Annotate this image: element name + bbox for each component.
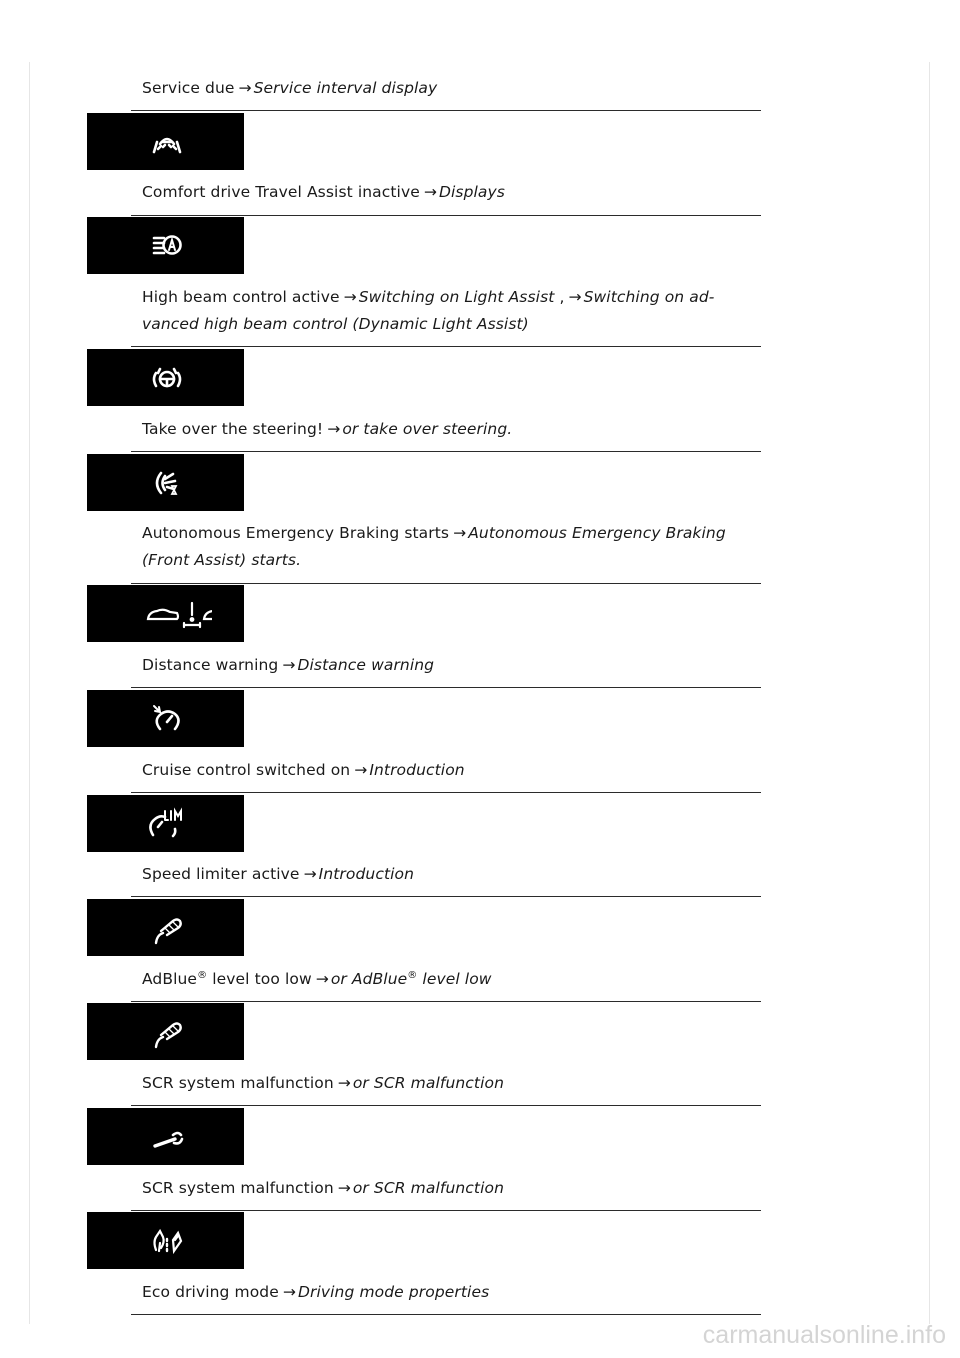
divider [131, 215, 761, 216]
divider [131, 583, 761, 584]
wrench-icon [87, 1108, 244, 1165]
cross-reference-link[interactable]: Autonomous Emergency Braking [468, 524, 726, 542]
entry-text: Service due [142, 79, 235, 97]
divider [131, 346, 761, 347]
entry-text: Comfort drive Travel Assist inactive [142, 183, 420, 201]
divider [131, 110, 761, 111]
entry-text: Cruise control switched on [142, 761, 351, 779]
divider [131, 1314, 761, 1315]
left-margin-line [29, 62, 30, 1324]
arrow-icon: → [282, 1283, 296, 1301]
arrow-icon: → [337, 1074, 351, 1092]
entry-emergency-braking [142, 520, 742, 574]
comfort-drive-travel-assist-icon [87, 113, 244, 170]
entry-text: Speed limiter active [142, 865, 300, 883]
ref-text: or AdBlue [330, 970, 408, 988]
entry-take-over-steering [142, 416, 742, 443]
cross-reference-link[interactable]: Switching on Light Assist [358, 288, 555, 306]
registered-mark: ® [197, 969, 208, 981]
cross-reference-link[interactable]: Introduction [369, 761, 465, 779]
entry-scr-malfunction-wrench [142, 1175, 742, 1202]
entry-text: SCR system malfunction [142, 1074, 334, 1092]
cross-reference-link[interactable]: Driving mode properties [297, 1283, 490, 1301]
cross-reference-link[interactable] [331, 970, 492, 988]
divider [131, 687, 761, 688]
adblue-scr-icon [87, 1003, 244, 1060]
entry-text: Take over the steering! [142, 420, 324, 438]
divider [131, 792, 761, 793]
emergency-braking-icon [87, 454, 244, 511]
watermark-text: carmanualsonline.info [702, 1321, 946, 1349]
arrow-icon: → [343, 288, 357, 306]
cross-reference-link-continued[interactable]: (Front Assist) starts. [142, 551, 302, 569]
take-over-steering-icon [87, 349, 244, 406]
entry-text: Autonomous Emergency Braking starts [142, 524, 450, 542]
divider [131, 451, 761, 452]
cross-reference-link[interactable]: Introduction [318, 865, 415, 883]
right-margin-line [929, 62, 930, 1324]
cross-reference-link[interactable]: or take over steering. [342, 420, 513, 438]
speed-limiter-icon [87, 795, 244, 852]
arrow-icon: → [282, 656, 296, 674]
entry-text: Distance warning [142, 656, 279, 674]
cross-reference-link[interactable]: or SCR malfunction [352, 1074, 505, 1092]
arrow-icon: → [354, 761, 368, 779]
cross-reference-link[interactable]: Displays [438, 183, 505, 201]
entry-text: Eco driving mode [142, 1283, 279, 1301]
arrow-icon: → [238, 79, 252, 97]
arrow-icon: → [327, 420, 341, 438]
adblue-icon [87, 899, 244, 956]
arrow-icon: → [303, 865, 317, 883]
entry-adblue-level-low [142, 966, 742, 993]
cross-reference-link[interactable]: Switching on ad- [583, 288, 715, 306]
entry-eco-driving-mode [142, 1279, 742, 1306]
entry-speed-limiter [142, 861, 742, 888]
divider [131, 1001, 761, 1002]
entry-distance-warning [142, 652, 742, 679]
arrow-icon: → [423, 183, 437, 201]
arrow-icon: → [315, 970, 329, 988]
registered-mark: ® [407, 969, 418, 981]
entry-text-continued: level too low [207, 970, 312, 988]
entry-cruise-control [142, 757, 742, 784]
entry-high-beam-control [142, 284, 742, 338]
high-beam-control-icon [87, 217, 244, 274]
entry-travel-assist-inactive [142, 179, 742, 206]
entry-scr-malfunction [142, 1070, 742, 1097]
cross-reference-link-continued[interactable]: vanced high beam control (Dynamic Light Assist) [142, 315, 529, 333]
divider [131, 1210, 761, 1211]
cross-reference-link[interactable]: Service interval display [253, 79, 438, 97]
ref-text-continued: level low [417, 970, 492, 988]
entry-text: High beam control active [142, 288, 340, 306]
cross-reference-link[interactable]: Distance warning [297, 656, 435, 674]
entry-service-due [142, 75, 742, 102]
divider [131, 1105, 761, 1106]
arrow-icon: → [337, 1179, 351, 1197]
arrow-icon: → [568, 288, 582, 306]
cruise-control-icon [87, 690, 244, 747]
separator: , [559, 288, 565, 306]
cross-reference-link[interactable]: or SCR malfunction [352, 1179, 505, 1197]
entry-text: AdBlue [142, 970, 198, 988]
distance-warning-icon [87, 585, 244, 642]
eco-driving-mode-icon [87, 1212, 244, 1269]
arrow-icon: → [453, 524, 467, 542]
divider [131, 896, 761, 897]
entry-text: SCR system malfunction [142, 1179, 334, 1197]
